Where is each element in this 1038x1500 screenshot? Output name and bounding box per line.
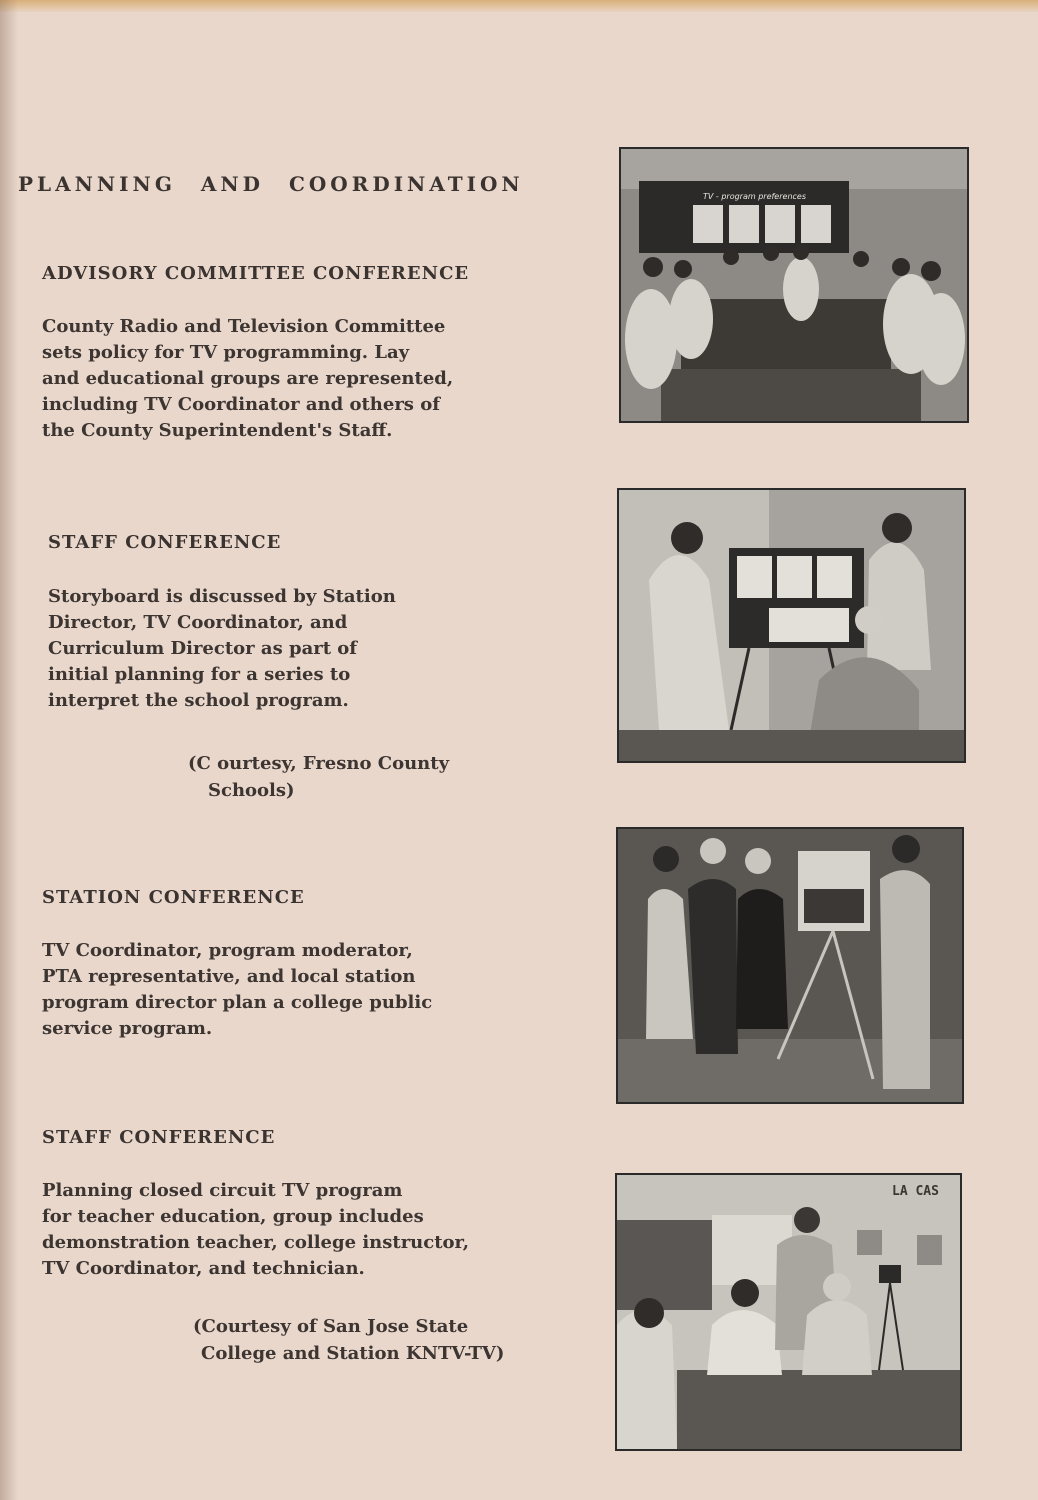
body-line: demonstration teacher, college instructor, <box>42 1232 469 1253</box>
section-heading-advisory: ADVISORY COMMITTEE CONFERENCE <box>42 263 470 284</box>
body-line: Planning closed circuit TV program <box>42 1180 403 1201</box>
page-top-edge <box>0 0 1038 12</box>
body-line: PTA representative, and local station <box>42 966 416 987</box>
body-line: service program. <box>42 1018 213 1039</box>
photo-storyboard <box>617 488 966 763</box>
body-line: sets policy for TV programming. Lay <box>42 342 410 363</box>
body-line: program director plan a college public <box>42 992 433 1013</box>
section-body-staff-1 <box>48 584 396 714</box>
photo-credit-fresno <box>188 750 449 804</box>
section-heading-staff-2: STAFF CONFERENCE <box>42 1127 276 1148</box>
section-body-advisory <box>42 314 453 444</box>
body-line: Curriculum Director as part of <box>48 638 358 659</box>
photo-credit-san-jose <box>193 1313 504 1367</box>
body-line: Director, TV Coordinator, and <box>48 612 348 633</box>
section-body-staff-2 <box>42 1178 469 1282</box>
body-line: TV Coordinator, and technician. <box>42 1258 365 1279</box>
photo-station-conference <box>616 827 964 1104</box>
body-line: and educational groups are represented, <box>42 368 454 389</box>
credit-line: (C ourtesy, Fresno County <box>188 753 450 774</box>
page-title: PLANNING AND COORDINATION <box>18 172 524 196</box>
credit-line: Schools) <box>208 780 295 801</box>
body-line: TV Coordinator, program moderator, <box>42 940 413 961</box>
credit-line: (Courtesy of San Jose State <box>193 1316 469 1337</box>
body-line: the County Superintendent's Staff. <box>42 420 393 441</box>
photo-sign-la-cas: LA CAS <box>892 1184 939 1199</box>
section-heading-station: STATION CONFERENCE <box>42 887 305 908</box>
body-line: Storyboard is discussed by Station <box>48 586 396 607</box>
section-body-station <box>42 938 432 1042</box>
body-line: initial planning for a series to <box>48 664 351 685</box>
body-line: interpret the school program. <box>48 690 349 711</box>
section-heading-staff-1: STAFF CONFERENCE <box>48 532 282 553</box>
body-line: including TV Coordinator and others of <box>42 394 440 415</box>
photo-sign-text: TV - program preferences <box>703 192 806 201</box>
body-line: County Radio and Television Committee <box>42 316 446 337</box>
credit-line: College and Station KNTV-TV) <box>201 1343 505 1364</box>
binding-shadow <box>0 0 18 1500</box>
photo-advisory-committee <box>619 147 969 423</box>
body-line: for teacher education, group includes <box>42 1206 424 1227</box>
photo-closed-circuit <box>615 1173 962 1451</box>
